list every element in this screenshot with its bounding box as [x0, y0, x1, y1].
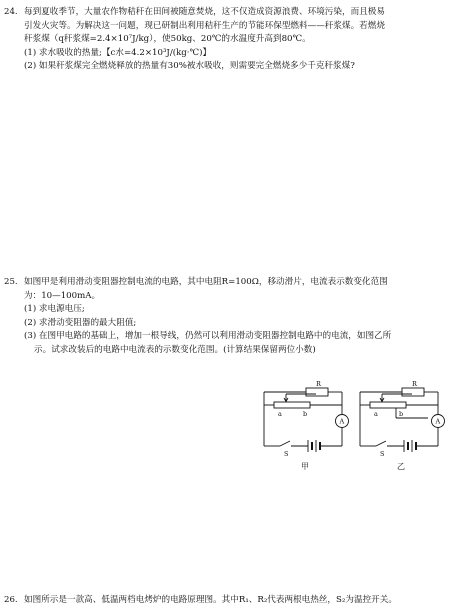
question-26 — [4, 594, 445, 608]
point-b-label: b — [303, 410, 308, 418]
question-text-line: 引发火灾等。为解决这一问题，现已研制出利用秸秆生产的节能环保型燃料——秆浆煤。若燃烧 — [24, 20, 385, 31]
resistor-r — [306, 388, 328, 396]
circuit-diagram — [256, 376, 446, 468]
resistor-label: R — [412, 380, 417, 388]
switch-label: S — [284, 450, 289, 458]
question-number: 26. — [4, 595, 18, 605]
question-text-line: 秆浆煤（q秆浆煤=2.4×10⁷J/kg），使50kg、20℃的水温度升高到80℃。 — [24, 34, 311, 44]
figure-caption-jia: 甲 — [301, 462, 309, 471]
point-b-label: b — [399, 410, 404, 418]
sub-question-3-continued: 示。试求改装后的电路中电流表的示数变化范围。(计算结果保留两位小数) — [34, 344, 316, 355]
rheostat — [274, 402, 310, 408]
point-a-label: a — [278, 410, 282, 418]
question-text-line: 如图所示是一款高、低温两档电烤炉的电路原理图。其中R₁、R₂代表两根电热丝，S₂为温控开关。 — [24, 595, 397, 605]
sub-question-2: (2) 如果秆浆煤完全燃烧释放的热量有30%被水吸收，则需要完全燃烧多少千克秆浆煤? — [24, 61, 355, 71]
rheostat — [370, 402, 406, 408]
circuit-figures — [256, 376, 446, 471]
switch-label: S — [380, 450, 385, 458]
point-a-label: a — [374, 410, 378, 418]
circuit-yi — [360, 388, 445, 452]
switch-s — [280, 441, 290, 446]
resistor-label: R — [316, 380, 321, 388]
question-text-line: 每到夏收季节，大量农作物秸秆在田间被随意焚烧，这不仅造成资源浪费、环境污染，而且极易 — [24, 7, 385, 17]
question-number: 25. — [4, 277, 18, 287]
figure-caption-yi: 乙 — [397, 462, 405, 471]
circuit-jia — [264, 388, 349, 452]
sub-question-3: (3) 在图甲电路的基础上，增加一根导线，仍然可以利用滑动变阻器控制电路中的电流，如图乙所 — [24, 331, 392, 341]
ammeter-label: A — [339, 417, 345, 426]
question-text-line: 为：10—100mA。 — [24, 290, 101, 301]
question-25 — [4, 276, 445, 357]
resistor-r — [402, 388, 424, 396]
question-24 — [4, 6, 445, 74]
sub-question-2: (2) 求滑动变阻器的最大阻值; — [24, 317, 137, 328]
switch-s — [376, 441, 386, 446]
ammeter-label: A — [435, 417, 441, 426]
sub-question-1: (1) 求电源电压; — [24, 304, 85, 314]
question-text-line: 如图甲是利用滑动变阻器控制电流的电路，其中电阻R=100Ω，移动滑片，电流表示数变化范围 — [24, 277, 388, 287]
sub-question-1: (1) 求水吸收的热量;【c水=4.2×10³J/(kg·℃)】 — [24, 47, 212, 58]
question-number: 24. — [4, 7, 18, 17]
